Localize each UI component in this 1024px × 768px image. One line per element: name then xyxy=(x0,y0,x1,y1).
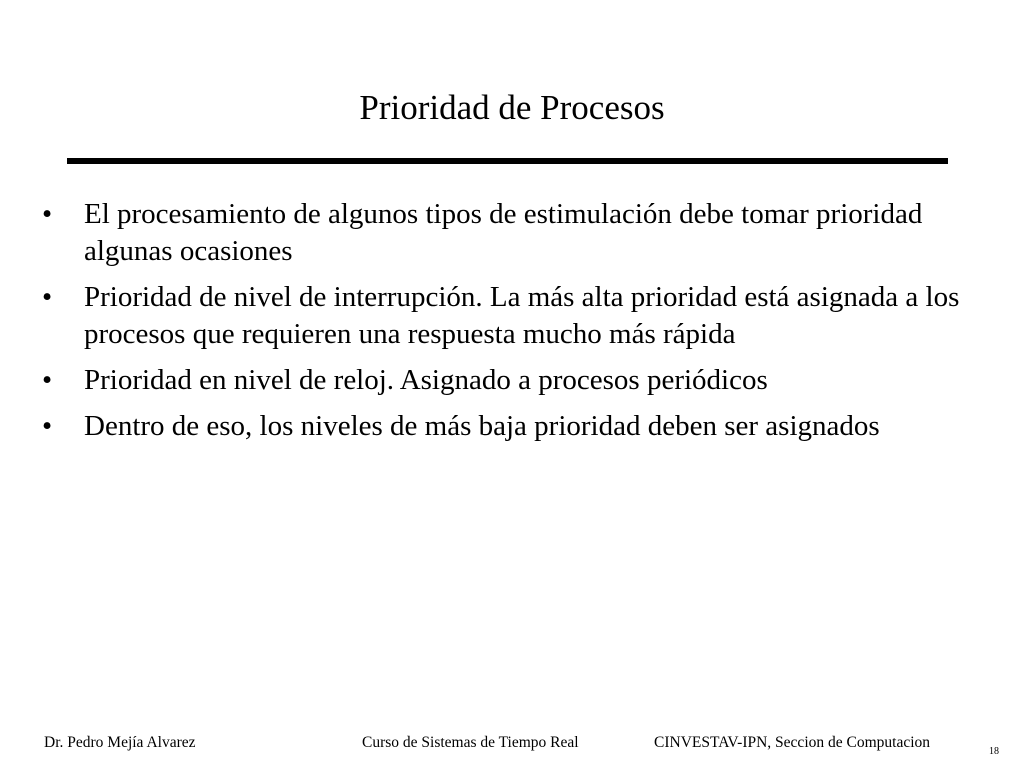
page-number: 18 xyxy=(989,746,999,757)
bullet-dot-icon: • xyxy=(42,281,53,313)
bullet-dot-icon: • xyxy=(42,410,53,442)
bullet-list xyxy=(40,196,980,454)
bullet-text: El procesamiento de algunos tipos de estimulación debe tomar prioridad algunas ocasiones xyxy=(84,198,923,267)
slide-title: Prioridad de Procesos xyxy=(359,88,665,127)
title-divider xyxy=(67,158,948,164)
bullet-item xyxy=(40,362,980,399)
footer-institution: CINVESTAV-IPN, Seccion de Computacion xyxy=(654,734,931,751)
footer-course: Curso de Sistemas de Tiempo Real xyxy=(362,734,579,751)
bullet-text: Prioridad en nivel de reloj. Asignado a procesos periódicos xyxy=(84,364,768,396)
bullet-item xyxy=(40,196,980,270)
footer-author: Dr. Pedro Mejía Alvarez xyxy=(44,734,196,751)
bullet-text: Dentro de eso, los niveles de más baja prioridad deben ser asignados xyxy=(84,410,880,442)
bullet-text: Prioridad de nivel de interrupción. La más alta prioridad está asignada a los procesos que requieren una respuesta mucho más rápida xyxy=(84,281,960,350)
bullet-item xyxy=(40,279,980,353)
bullet-dot-icon: • xyxy=(42,198,53,230)
bullet-item xyxy=(40,408,980,445)
bullet-dot-icon: • xyxy=(42,364,53,396)
